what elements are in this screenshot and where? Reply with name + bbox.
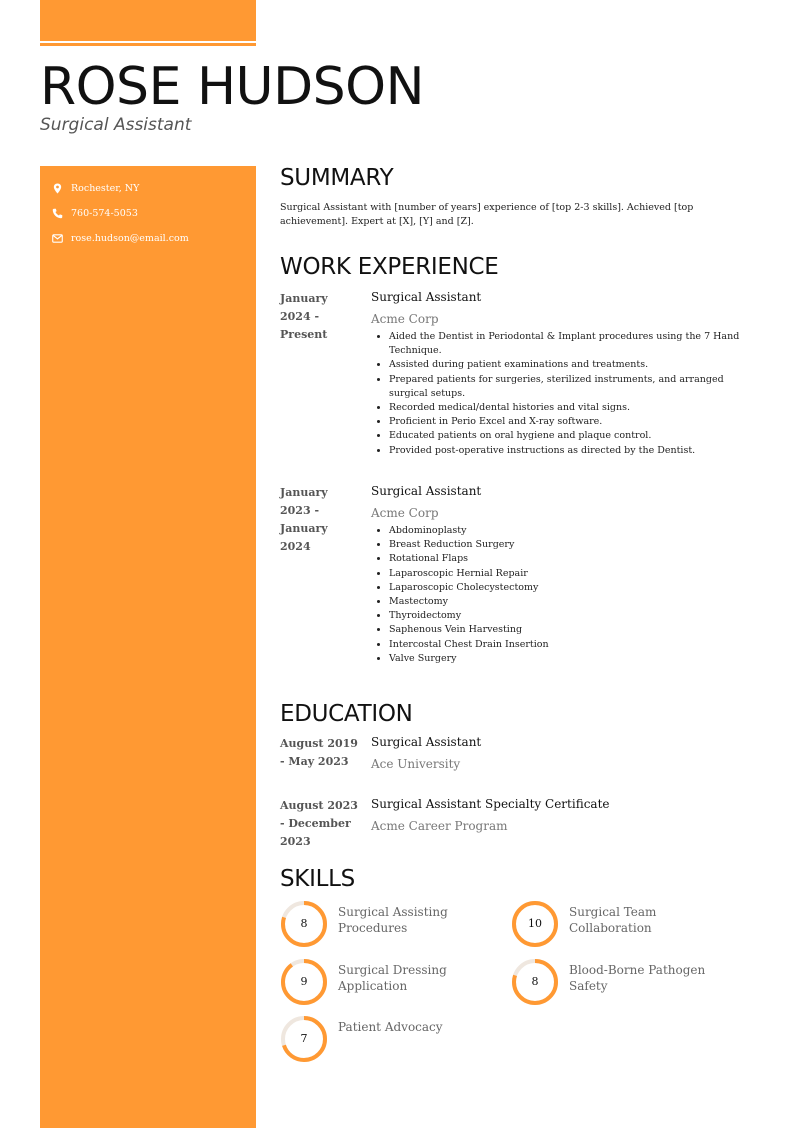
list-item: • Valve Surgery bbox=[389, 652, 759, 666]
list-item: • Assisted during patient examinations and treatments. bbox=[389, 358, 759, 372]
job-company: Acme Corp bbox=[371, 506, 439, 520]
education-school: Acme Career Program bbox=[371, 819, 508, 833]
candidate-title: Surgical Assistant bbox=[40, 115, 192, 135]
skill-item bbox=[280, 958, 500, 1006]
education-school: Ace University bbox=[371, 757, 461, 771]
map-pin-icon bbox=[52, 183, 63, 194]
contact-list bbox=[52, 176, 189, 251]
contact-location bbox=[52, 176, 189, 201]
skill-score: 7 bbox=[300, 1032, 308, 1045]
skill-label: Blood-Borne Pathogen Safety bbox=[569, 963, 706, 993]
contact-phone-text: 760-574-5053 bbox=[71, 208, 138, 219]
sidebar-accent-line bbox=[40, 43, 256, 46]
skill-item bbox=[280, 1015, 500, 1063]
education-body bbox=[371, 735, 759, 771]
skill-rating-ring bbox=[280, 958, 328, 1006]
skill-score: 9 bbox=[300, 975, 308, 988]
list-item: • Intercostal Chest Drain Insertion bbox=[389, 638, 759, 652]
job-title: Surgical Assistant bbox=[371, 290, 482, 304]
skill-score: 8 bbox=[531, 975, 539, 988]
skill-rating-ring bbox=[511, 958, 559, 1006]
list-item: • Recorded medical/dental histories and vital signs. bbox=[389, 401, 759, 415]
list-item: • Saphenous Vein Harvesting bbox=[389, 623, 759, 637]
job-body bbox=[371, 484, 759, 666]
candidate-name: ROSE HUDSON bbox=[40, 57, 424, 117]
phone-icon bbox=[52, 208, 63, 219]
list-item: • Mastectomy bbox=[389, 595, 759, 609]
education-degree: Surgical Assistant bbox=[371, 735, 482, 749]
contact-phone bbox=[52, 201, 189, 226]
education-body bbox=[371, 797, 759, 833]
skill-label: Patient Advocacy bbox=[338, 1020, 443, 1034]
contact-email-text[interactable]: rose.hudson@email.com bbox=[71, 233, 189, 244]
list-item: • Laparoscopic Cholecystectomy bbox=[389, 581, 759, 595]
job-title: Surgical Assistant bbox=[371, 484, 482, 498]
list-item: • Prepared patients for surgeries, sterilized instruments, and arranged surgical setups. bbox=[389, 373, 759, 401]
list-item: • Provided post-operative instructions as directed by the Dentist. bbox=[389, 444, 759, 458]
skill-score: 8 bbox=[300, 917, 308, 930]
education-date: August 2023 - December 2023 bbox=[280, 799, 358, 848]
skill-rating-ring bbox=[280, 900, 328, 948]
job-date: January 2023 - January 2024 bbox=[280, 486, 328, 553]
education-degree: Surgical Assistant Specialty Certificate bbox=[371, 797, 610, 811]
sidebar bbox=[40, 166, 256, 1128]
skill-item bbox=[511, 958, 731, 1006]
skill-label: Surgical Dressing Application bbox=[338, 963, 447, 993]
list-item: • Rotational Flaps bbox=[389, 552, 759, 566]
education-date: August 2019 - May 2023 bbox=[280, 737, 358, 768]
contact-location-text: Rochester, NY bbox=[71, 183, 140, 194]
sidebar-top-bar bbox=[40, 0, 256, 41]
list-item: • Laparoscopic Hernial Repair bbox=[389, 567, 759, 581]
job-company: Acme Corp bbox=[371, 312, 439, 326]
skills-heading: SKILLS bbox=[280, 866, 355, 892]
summary-text: Surgical Assistant with [number of years] experience of [top 2-3 skills]. Achieved [top achievement]. Expert at [X], [Y] and [Z]. bbox=[280, 202, 694, 227]
job-bullets bbox=[371, 330, 759, 458]
list-item: • Thyroidectomy bbox=[389, 609, 759, 623]
list-item: • Breast Reduction Surgery bbox=[389, 538, 759, 552]
summary-heading: SUMMARY bbox=[280, 165, 394, 191]
skill-item bbox=[511, 900, 731, 948]
skill-rating-ring bbox=[280, 1015, 328, 1063]
envelope-icon bbox=[52, 233, 63, 244]
skill-item bbox=[280, 900, 500, 948]
list-item: • Educated patients on oral hygiene and plaque control. bbox=[389, 429, 759, 443]
education-heading: EDUCATION bbox=[280, 701, 413, 727]
list-item: • Abdominoplasty bbox=[389, 524, 759, 538]
skill-label: Surgical Team Collaboration bbox=[569, 905, 657, 935]
experience-heading: WORK EXPERIENCE bbox=[280, 254, 499, 280]
job-bullets bbox=[371, 524, 759, 666]
job-date: January 2024 - Present bbox=[280, 292, 328, 341]
skill-label: Surgical Assisting Procedures bbox=[338, 905, 448, 935]
list-item: • Proficient in Perio Excel and X-ray software. bbox=[389, 415, 759, 429]
job-body bbox=[371, 290, 759, 458]
skill-rating-ring bbox=[511, 900, 559, 948]
contact-email bbox=[52, 226, 189, 251]
list-item: • Aided the Dentist in Periodontal & Implant procedures using the 7 Hand Technique. bbox=[389, 330, 759, 358]
skill-score: 10 bbox=[528, 917, 542, 930]
